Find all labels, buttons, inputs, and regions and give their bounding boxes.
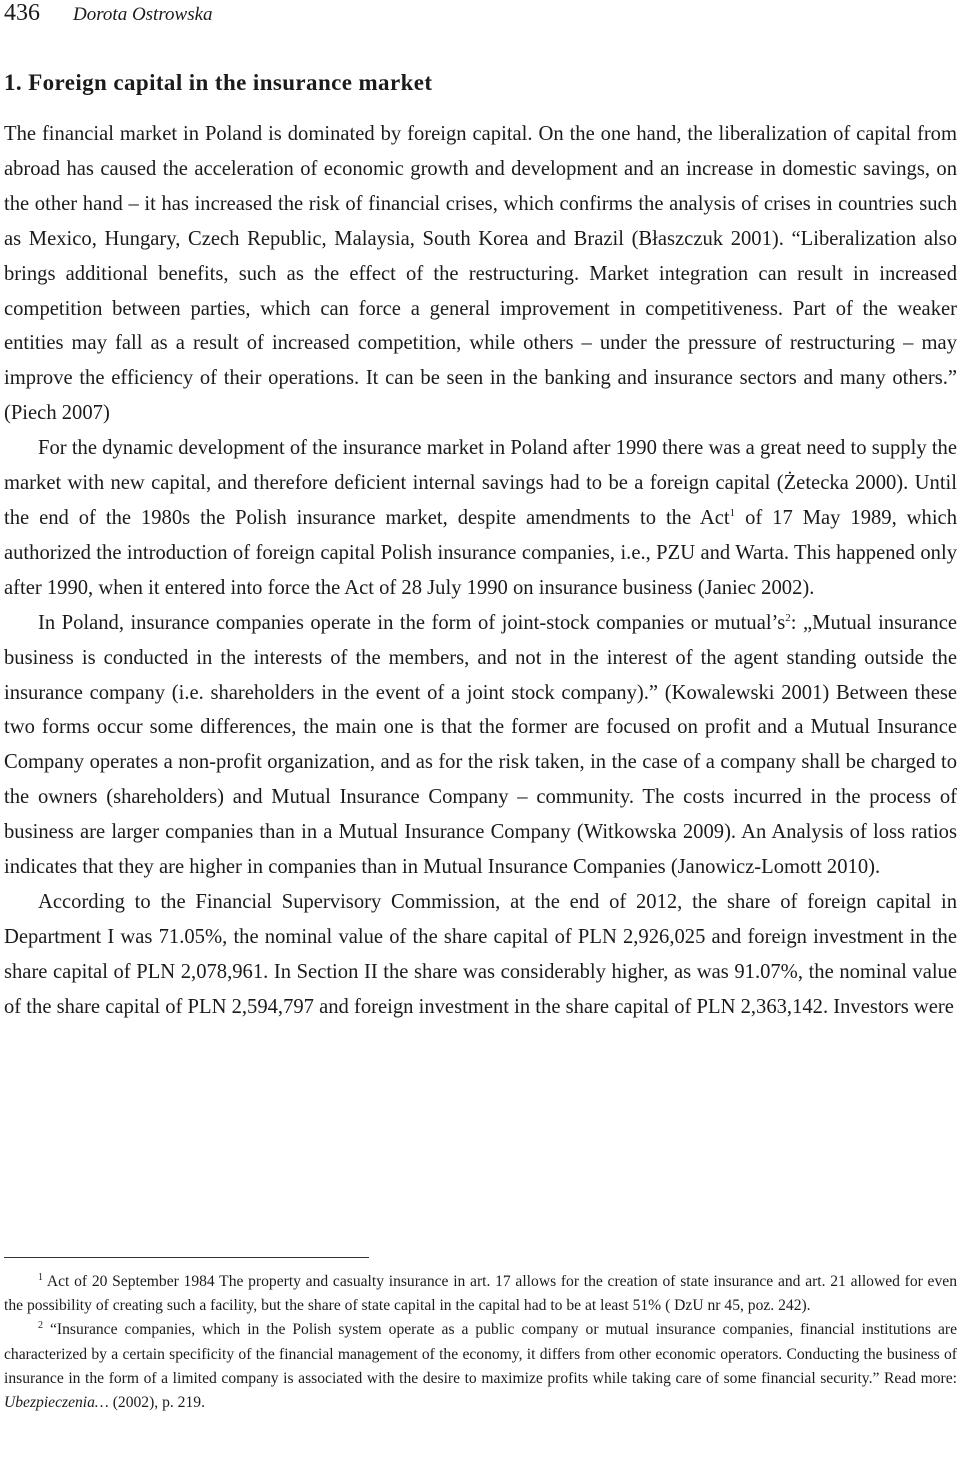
- paragraph-3-part-b: : „Mutual insurance business is conducted in the interests of the members, and not in the interest of the agent standing outside the insurance company (i.e. shareholders in the event of a joint stock company).” (Kowalewski 2001) Between these two forms occur some differences, the main one is that the former are focused on profit and a Mutual Insurance Company operates a non-profit organization, and as for the risk taken, in the case of a company shall be charged to the owners (shareholders) and Mutual Insurance Company – community. The costs incurred in the process of business are larger companies than in a Mutual Insurance Company (Witkowska 2009). An Analysis of loss ratios indicates that they are higher in companies than in Mutual Insurance Companies (Janowicz-Lomott 2010).: [4, 611, 957, 879]
- body-text: [4, 117, 957, 1025]
- paragraph-2-part-b: of 17 May 1989, which authorized the introduction of foreign capital Polish insurance companies, i.e., PZU and Warta. This happened only after 1990, when it entered into force the Act of 28 July 1990 on insurance business (Janiec 2002).: [4, 506, 957, 599]
- paragraph-1: The financial market in Poland is dominated by foreign capital. On the one hand, the liberalization of capital from abroad has caused the acceleration of economic growth and development and an increase in domestic savings, on the other hand – it has increased the risk of financial crises, which confirms the analysis of crises in countries such as Mexico, Hungary, Czech Republic, Malaysia, South Korea and Brazil (Błaszczuk 2001). “Liberalization also brings additional benefits, such as the effect of the restructuring. Market integration can result in increased competition between parties, which can force a general improvement in competitiveness. Part of the weaker entities may fall as a result of increased competition, while others – under the pressure of restructuring – may improve the efficiency of their operations. It can be seen in the banking and insurance sectors and many others.” (Piech 2007): [4, 123, 957, 425]
- paragraph-2: [4, 431, 957, 606]
- footnote-2-marker: 2: [38, 1320, 43, 1332]
- footnotes: [4, 1270, 957, 1415]
- section-heading: 1. Foreign capital in the insurance market: [4, 70, 433, 95]
- footnote-ref-2: 2: [785, 611, 791, 624]
- running-head-author: Dorota Ostrowska: [73, 4, 213, 25]
- paragraph-4: According to the Financial Supervisory Commission, at the end of 2012, the share of foreign capital in Department I was 71.05%, the nominal value of the share capital of PLN 2,926,025 and foreign investment in the share capital of PLN 2,078,961. In Section II the share was considerably higher, as was 91.07%, the nominal value of the share capital of PLN 2,594,797 and foreign investment in the share capital of PLN 2,363,142. Investors were: [4, 890, 957, 1018]
- paragraph-2-part-a: For the dynamic development of the insurance market in Poland after 1990 there was a great need to supply the market with new capital, and therefore deficient internal savings had to be a foreign capital (Żetecka 2000). Until the end of the 1980s the Polish insurance market, despite amendments to the Act: [4, 437, 957, 529]
- footnote-2-book-title: Ubezpieczenia…: [4, 1394, 109, 1412]
- paragraph-3: [4, 606, 957, 885]
- footnote-2-citation-end: (2002), p. 219.: [108, 1394, 205, 1412]
- footnote-1-text: Act of 20 September 1984 The property and casualty insurance in art. 17 allows for the creation of state insurance and art. 21 allowed for even the possibility of creating such a facility, but the share of state capital in the capital had to be at least 51% ( DzU nr 45, poz. 242).: [4, 1273, 957, 1315]
- footnote-2-text: “Insurance companies, which in the Polish system operate as a public company or mutual insurance companies, financial institutions are characterized by a certain specificity of the financial management of the economy, it differs from other economic operators. Conducting the business of insurance in the form of a limited company is associated with the desire to maximize profits while taking care of some financial security.” Read more:: [4, 1321, 957, 1387]
- footnote-2: [4, 1318, 957, 1415]
- paragraph-3-part-a: In Poland, insurance companies operate in the form of joint-stock companies or mutual’s: [38, 611, 786, 634]
- footnote-1-marker: 1: [38, 1271, 43, 1283]
- page-number: 436: [4, 0, 40, 26]
- footnote-ref-1: 1: [729, 507, 736, 520]
- footnote-separator: [4, 1257, 369, 1258]
- running-header: [4, 0, 213, 34]
- footnote-1: [4, 1270, 957, 1318]
